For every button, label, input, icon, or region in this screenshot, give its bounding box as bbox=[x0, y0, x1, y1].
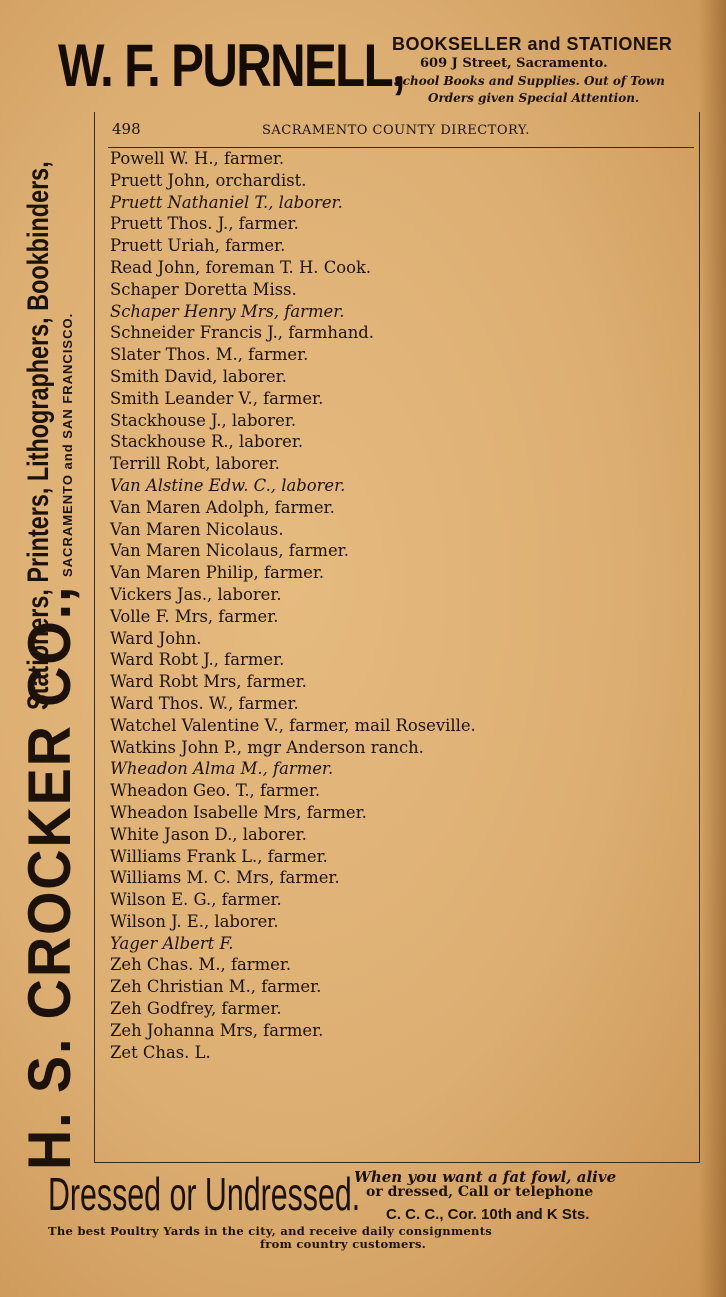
poultry-line-1: When you want a fat fowl, alive bbox=[354, 1168, 617, 1186]
directory-entry: Volle F. Mrs, farmer. bbox=[110, 606, 279, 626]
directory-entry: Ward Thos. W., farmer. bbox=[110, 693, 299, 713]
purnell-tagline-2: Orders given Special Attention. bbox=[428, 91, 640, 105]
directory-entry: Zet Chas. L. bbox=[110, 1042, 211, 1062]
directory-entry: White Jason D., laborer. bbox=[110, 824, 307, 844]
purnell-address: 609 J Street, Sacramento. bbox=[420, 56, 608, 71]
purnell-tagline-1: School Books and Supplies. Out of Town bbox=[394, 74, 665, 88]
footer-rule bbox=[94, 1162, 700, 1163]
directory-entry: Vickers Jas., laborer. bbox=[110, 584, 282, 604]
page-number: 498 bbox=[112, 120, 141, 138]
directory-entry: Zeh Godfrey, farmer. bbox=[110, 999, 282, 1019]
directory-entry: Smith Leander V., farmer. bbox=[110, 388, 324, 408]
directory-entry: Schaper Henry Mrs, farmer. bbox=[110, 301, 345, 321]
directory-entry: Yager Albert F. bbox=[110, 933, 234, 953]
poultry-line-3: C. C. C., Cor. 10th and K Sts. bbox=[386, 1206, 590, 1223]
page-edge-shadow bbox=[698, 0, 726, 1297]
directory-entry: Powell W. H., farmer. bbox=[110, 149, 285, 168]
directory-entry: Zeh Johanna Mrs, farmer. bbox=[110, 1020, 324, 1040]
directory-entry: Wilson E. G., farmer. bbox=[110, 890, 282, 910]
purnell-advertisement bbox=[58, 26, 718, 114]
directory-entry: Wheadon Isabelle Mrs, farmer. bbox=[110, 802, 367, 822]
directory-entry: Smith David, laborer. bbox=[110, 366, 287, 386]
directory-entry: Terrill Robt, laborer. bbox=[110, 454, 280, 474]
poultry-line-2: or dressed, Call or telephone bbox=[366, 1184, 594, 1200]
crocker-advertisement bbox=[10, 70, 90, 1170]
directory-entry: Pruett Nathaniel T., laborer. bbox=[110, 192, 343, 212]
directory-entry: Pruett John, orchardist. bbox=[110, 170, 307, 190]
directory-entry: Watkins John P., mgr Anderson ranch. bbox=[110, 737, 424, 757]
directory-entry: Pruett Uriah, farmer. bbox=[110, 236, 286, 256]
directory-entry: Van Alstine Edw. C., laborer. bbox=[110, 475, 346, 495]
purnell-trade: BOOKSELLER and STATIONER bbox=[392, 34, 673, 54]
directory-entry: Watchel Valentine V., farmer, mail Roseville. bbox=[110, 715, 476, 735]
poultry-advertisement bbox=[48, 1164, 708, 1264]
purnell-name: W. F. PURNELL, bbox=[58, 32, 405, 99]
directory-entry: Ward Robt Mrs, farmer. bbox=[110, 672, 307, 692]
directory-entry: Wheadon Geo. T., farmer. bbox=[110, 781, 321, 801]
directory-entry: Zeh Christian M., farmer. bbox=[110, 977, 322, 997]
crocker-name: H. S. CROCKER CO., bbox=[16, 584, 83, 1170]
directory-entry: Wilson J. E., laborer. bbox=[110, 911, 279, 931]
directory-entry: Ward John. bbox=[110, 628, 202, 648]
directory-entry: Van Maren Adolph, farmer. bbox=[110, 497, 335, 517]
crocker-trades: Stationers, Printers, Lithographers, Bookbinders, bbox=[22, 161, 55, 710]
directory-entry: Wheadon Alma M., farmer. bbox=[110, 759, 334, 779]
directory-entry: Williams M. C. Mrs, farmer. bbox=[110, 868, 340, 888]
directory-entry: Van Maren Nicolaus. bbox=[110, 519, 284, 539]
directory-entry: Van Maren Philip, farmer. bbox=[110, 563, 325, 583]
directory-entry: Schneider Francis J., farmhand. bbox=[110, 323, 375, 343]
poultry-line-4: The best Poultry Yards in the city, and receive daily consignments bbox=[48, 1224, 493, 1238]
page-header bbox=[112, 120, 696, 146]
directory-entries bbox=[110, 148, 476, 1063]
directory-entry: Zeh Chas. M., farmer. bbox=[110, 955, 292, 975]
crocker-cities: SACRAMENTO and SAN FRANCISCO. bbox=[60, 312, 75, 577]
directory-entry: Stackhouse J., laborer. bbox=[110, 410, 297, 430]
directory-entry: Slater Thos. M., farmer. bbox=[110, 345, 309, 365]
page-running-title: SACRAMENTO COUNTY DIRECTORY. bbox=[262, 123, 530, 138]
poultry-line-5: from country customers. bbox=[260, 1237, 427, 1251]
directory-entry: Pruett Thos. J., farmer. bbox=[110, 214, 299, 234]
directory-entry: Williams Frank L., farmer. bbox=[110, 846, 328, 866]
directory-entry: Van Maren Nicolaus, farmer. bbox=[110, 541, 349, 561]
poultry-headline: Dressed or Undressed. bbox=[48, 1168, 361, 1220]
directory-entry: Ward Robt J., farmer. bbox=[110, 650, 285, 670]
directory-entry: Read John, foreman T. H. Cook. bbox=[110, 257, 372, 277]
directory-entry: Schaper Doretta Miss. bbox=[110, 279, 297, 299]
directory-entry: Stackhouse R., laborer. bbox=[110, 432, 304, 452]
